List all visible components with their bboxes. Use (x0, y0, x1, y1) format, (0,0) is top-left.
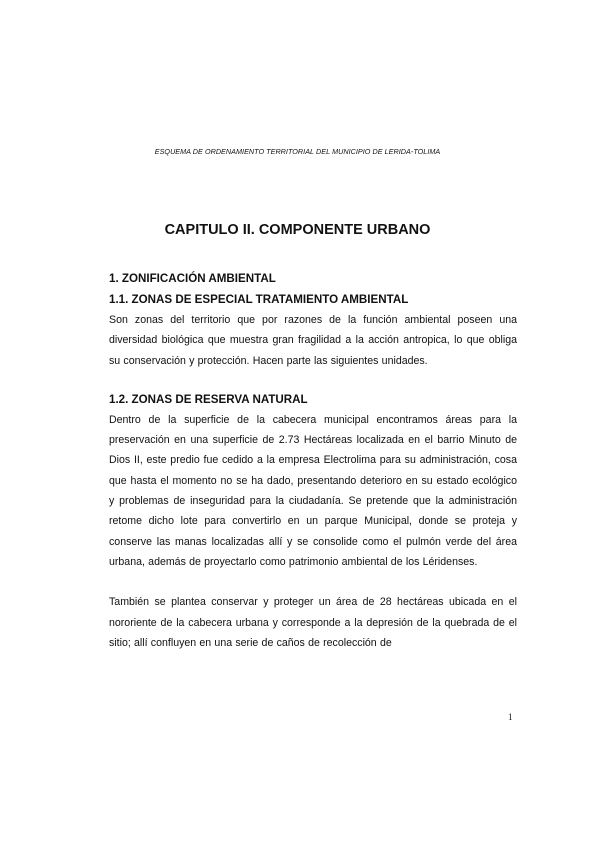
section-heading-1-1: 1.1. ZONAS DE ESPECIAL TRATAMIENTO AMBIENTAL (109, 293, 409, 306)
page-number: 1 (508, 712, 513, 722)
section-1-2-paragraph-2: También se plantea conservar y proteger un área de 28 hectáreas ubicada en el nororiente de la cabecera urbana y corresponde a la depresión de la quebrada de el sitio; allí confluyen en una serie de caños de recolección de (109, 596, 517, 649)
section-1-1-paragraph: Son zonas del territorio que por razones de la función ambiental poseen una diversidad biológica que muestra gran fragilidad a la acción antropica, lo que obliga su conservación y protección. Hacen parte las siguientes unidades. (109, 314, 517, 367)
section-1-2-paragraph-1: Dentro de la superficie de la cabecera municipal encontramos áreas para la preservación en una superficie de 2.73 Hectáreas localizada en el barrio Minuto de Dios II, este predio fue cedido a la empresa Electrolima para su administración, cosa que hasta el momento no se ha dado, presentando deterioro en su estado ecológico y problemas de inseguridad para la ciudadanía. Se pretende que la administración retome dicho lote para convertirlo en un parque Municipal, donde se proteja y conserve las manas localizadas allí y se consolide como el pulmón verde del área urbana, además de proyectarlo como patrimonio ambiental de los Léridenses. (109, 413, 517, 568)
running-header: ESQUEMA DE ORDENAMIENTO TERRITORIAL DEL MUNICIPIO DE LERIDA-TOLIMA (154, 147, 441, 156)
document-body (109, 268, 517, 653)
section-heading-1-2: 1.2. ZONAS DE RESERVA NATURAL (109, 392, 308, 406)
section-heading-1: 1. ZONIFICACIÓN AMBIENTAL (109, 272, 276, 285)
chapter-title: CAPITULO II. COMPONENTE URBANO (164, 222, 431, 238)
